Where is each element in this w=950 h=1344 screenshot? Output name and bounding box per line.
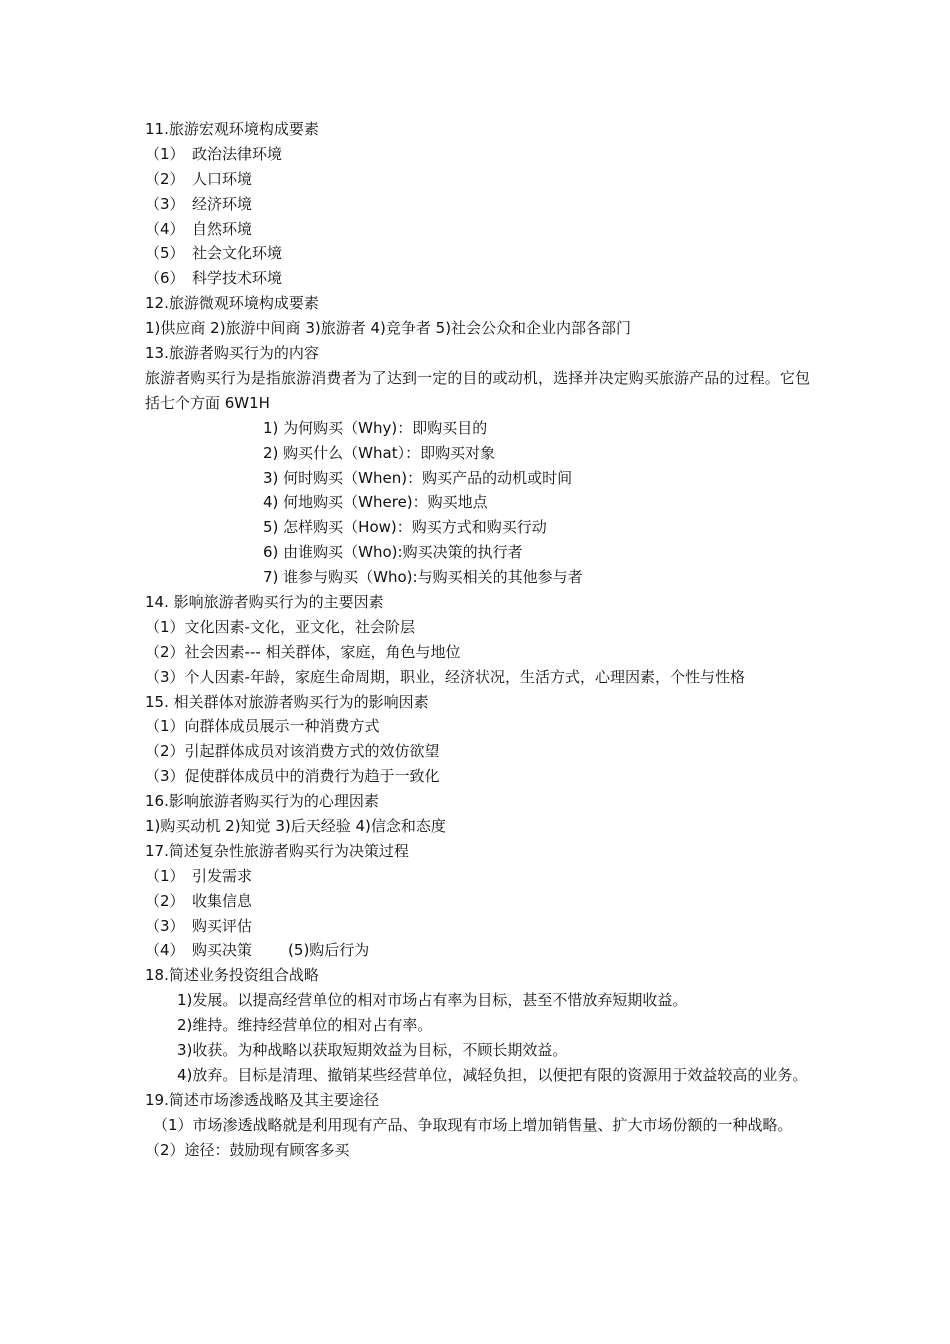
paragraph: 1)供应商 2)旅游中间商 3)旅游者 4)竞争者 5)社会公众和企业内部各部门: [145, 319, 632, 338]
list-item: （3）个人因素-年龄，家庭生命周期，职业，经济状况，生活方式，心理因素，个性与性格: [145, 667, 745, 686]
list-item: （2）引起群体成员对该消费方式的效仿欲望: [145, 742, 440, 761]
list-item: (5)购后行为: [288, 941, 370, 960]
heading-12: 12.旅游微观环境构成要素: [145, 294, 319, 313]
list-item: （1）向群体成员展示一种消费方式: [145, 717, 380, 736]
list-item: （5） 社会文化环境: [145, 244, 283, 263]
list-item: 4)放弃。目标是清理、撤销某些经营单位，减轻负担，以便把有限的资源用于效益较高的业务。: [177, 1065, 808, 1084]
list-item: 4) 何地购买（Where)：购买地点: [263, 493, 488, 512]
list-item: （1）文化因素-文化，亚文化，社会阶层: [145, 617, 415, 636]
list-item: 1)发展。以提高经营单位的相对市场占有率为目标，甚至不惜放弃短期收益。: [177, 991, 688, 1010]
list-item: 1) 为何购买（Why)：即购买目的: [263, 418, 488, 437]
list-item: 3) 何时购买（When)：购买产品的动机或时间: [263, 468, 573, 487]
list-item: （3） 经济环境: [145, 194, 253, 213]
list-item: 5) 怎样购买（How)：购买方式和购买行动: [263, 518, 547, 537]
heading-14: 14. 影响旅游者购买行为的主要因素: [145, 592, 384, 611]
list-item: （2） 人口环境: [145, 169, 253, 188]
paragraph: 旅游者购买行为是指旅游消费者为了达到一定的目的或动机，选择并决定购买旅游产品的过程。它包括七个方面 6W1H: [145, 368, 810, 412]
list-item: （1） 引发需求: [145, 866, 253, 885]
list-item: （4） 自然环境: [145, 219, 253, 238]
document-body: [145, 117, 810, 1162]
list-item: 6) 由谁购买（Who):购买决策的执行者: [263, 543, 523, 562]
list-item: （2） 收集信息: [145, 891, 253, 910]
list-item: （4） 购买决策: [145, 941, 253, 960]
heading-16: 16.影响旅游者购买行为的心理因素: [145, 792, 379, 811]
list-item: （1） 政治法律环境: [145, 144, 283, 163]
list-item: （3）促使群体成员中的消费行为趋于一致化: [145, 767, 440, 786]
list-item-row: [145, 938, 810, 963]
heading-19: 19.简述市场渗透战略及其主要途径: [145, 1090, 379, 1109]
list-item: 3)收获。为种战略以获取短期效益为目标，不顾长期效益。: [177, 1040, 568, 1059]
paragraph: 1)购买动机 2)知觉 3)后天经验 4)信念和态度: [145, 816, 446, 835]
heading-17: 17.简述复杂性旅游者购买行为决策过程: [145, 841, 409, 860]
paragraph: （1）市场渗透战略就是利用现有产品、争取现有市场上增加销售量、扩大市场份额的一种战略。: [153, 1115, 793, 1134]
list-item: （6） 科学技术环境: [145, 269, 283, 288]
list-item: 7) 谁参与购买（Who):与购买相关的其他参与者: [263, 568, 583, 587]
heading-18: 18.简述业务投资组合战略: [145, 966, 319, 985]
paragraph: （2）途径：鼓励现有顾客多买: [145, 1140, 350, 1159]
heading-15: 15. 相关群体对旅游者购买行为的影响因素: [145, 692, 429, 711]
heading-13: 13.旅游者购买行为的内容: [145, 344, 319, 363]
list-item: （2）社会因素--- 相关群体，家庭，角色与地位: [145, 642, 461, 661]
list-item: 2) 购买什么（What）：即购买对象: [263, 443, 496, 462]
list-item: 2)维持。维持经营单位的相对占有率。: [177, 1016, 433, 1035]
heading-11: 11.旅游宏观环境构成要素: [145, 120, 319, 138]
list-item: （3） 购买评估: [145, 916, 253, 935]
